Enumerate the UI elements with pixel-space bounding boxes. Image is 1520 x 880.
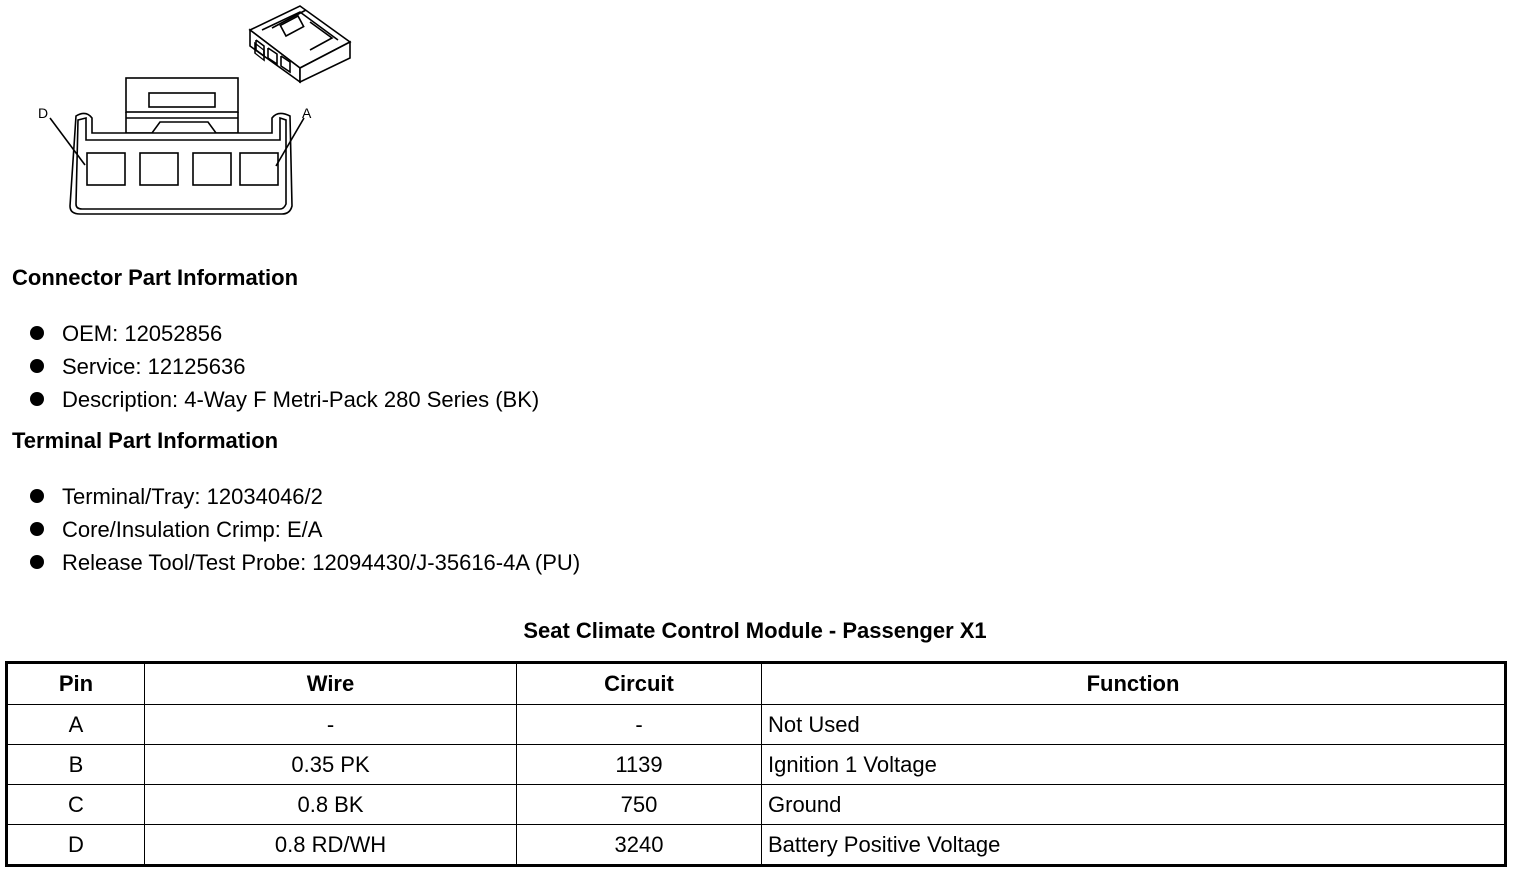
cavity-c	[140, 153, 178, 185]
table-row	[7, 825, 1506, 866]
bullet-icon	[30, 359, 44, 373]
bullet-icon	[30, 326, 44, 340]
pin-table	[5, 661, 1507, 867]
terminal-info-list	[0, 480, 580, 579]
cell-wire: -	[145, 705, 517, 745]
table-header-row	[7, 663, 1506, 705]
cell-circuit: -	[517, 705, 762, 745]
cell-circuit: 750	[517, 785, 762, 825]
pin-label-a: A	[302, 105, 312, 121]
cell-pin: D	[7, 825, 145, 866]
cell-circuit: 3240	[517, 825, 762, 866]
header-wire: Wire	[145, 663, 517, 705]
list-item: Service: 12125636	[0, 350, 539, 383]
table-row	[7, 705, 1506, 745]
connector-info-heading: Connector Part Information	[12, 265, 299, 290]
cell-function: Not Used	[762, 705, 1506, 745]
list-item: OEM: 12052856	[0, 317, 539, 350]
terminal-info-heading: Terminal Part Information	[12, 428, 279, 453]
cavity-d	[87, 153, 125, 185]
bullet-icon	[30, 392, 44, 406]
cell-function: Ground	[762, 785, 1506, 825]
list-item: Description: 4-Way F Metri-Pack 280 Series (BK)	[0, 383, 539, 416]
header-circuit: Circuit	[517, 663, 762, 705]
table-row	[7, 745, 1506, 785]
cell-function: Battery Positive Voltage	[762, 825, 1506, 866]
cavity-b	[193, 153, 231, 185]
cell-circuit: 1139	[517, 745, 762, 785]
header-pin: Pin	[7, 663, 145, 705]
connector-info-list	[0, 317, 539, 416]
table-row	[7, 785, 1506, 825]
cell-pin: A	[7, 705, 145, 745]
cell-pin: B	[7, 745, 145, 785]
list-item: Core/Insulation Crimp: E/A	[0, 513, 580, 546]
cavity-a	[240, 153, 278, 185]
pin-label-d: D	[38, 105, 49, 121]
cell-wire: 0.8 BK	[145, 785, 517, 825]
connector-isometric-icon	[250, 6, 350, 82]
list-item: Terminal/Tray: 12034046/2	[0, 480, 580, 513]
cell-wire: 0.8 RD/WH	[145, 825, 517, 866]
cell-function: Ignition 1 Voltage	[762, 745, 1506, 785]
cell-pin: C	[7, 785, 145, 825]
bullet-icon	[30, 489, 44, 503]
list-item: Release Tool/Test Probe: 12094430/J-35616-4A (PU)	[0, 546, 580, 579]
connector-diagram	[0, 0, 380, 225]
bullet-icon	[30, 522, 44, 536]
connector-latch	[126, 78, 238, 133]
bullet-icon	[30, 555, 44, 569]
table-title: Seat Climate Control Module - Passenger X1	[523, 618, 987, 643]
cell-wire: 0.35 PK	[145, 745, 517, 785]
header-function: Function	[762, 663, 1506, 705]
